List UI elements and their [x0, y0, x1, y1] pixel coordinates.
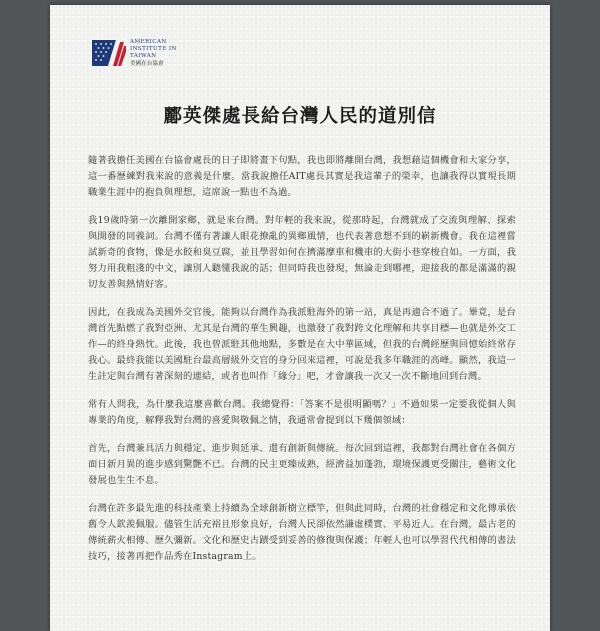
paragraph-3: 因此，在我成為美國外交官後，能夠以台灣作為我派駐海外的第一站，真是再適合不過了。畢竟，是台灣首先點燃了我對亞洲、尤其是台灣的華生興趣，也激發了我對跨文化理解和共享目標—也就是外交工作—的終身熱忱。此後，我也曾派駐其他地點，多數是在大中華區域，但我的台灣經歷與回憶始終常存我心。最終我能以美國駐台最高層級外交官的身分回來這裡，可說是我多年職涯的高峰。顯然，我這一生註定與台灣有著深刻的連結，或者也叫作「緣分」吧，才會讓我一次又一次不斷地回到台灣。 — [88, 307, 516, 382]
document-page — [50, 5, 550, 631]
flag-logo-icon — [92, 38, 126, 68]
letter-title: 酈英傑處長給台灣人民的道別信 — [163, 106, 437, 127]
paragraph-1: 隨著我擔任美國在台協會處長的日子即將畫下句點，我也即將離開台灣，我想藉這個機會和大家分享，這一番歷練對我來說的意義是什麼。當我說擔任AIT處長其實是我這輩子的榮幸，也讓我得以實現長期職業生涯中的抱負與理想，這席說一點也不為過。 — [88, 155, 516, 198]
logo-line-2: INSTITUTE IN — [130, 46, 177, 52]
paragraph-2: 我19歲時第一次離開家鄉，就是來台灣。對年輕的我來說，從那時起，台灣就成了交流與理解、探索與開發的同義詞。台灣不僅有著讓人眼花撩亂的異鄉風情，也代表著意想不到的嶄新機會。我在這裡嘗試新奇的食物，像是水餃和臭豆腐，並且學習如何在擠滿摩車和機車的大街小巷穿梭自如。一方面，我努力用我粗淺的中文，讓別人聽懂我說的話；但同時我也發現，無論走到哪裡，迎接我的都是滿滿的親切友善與熱情好客。 — [88, 215, 516, 290]
paragraph-6: 台灣在許多最先進的科技產業上持續為全球創新樹立標竿，但與此同時，台灣的社會穩定和文化傳承依舊令人欽羨佩服。儘管生活充裕且形象良好，台灣人民卻依然謙虛樸實、平易近人。在台灣，最古老的傳統薪火相傳、歷久彌新。文化和歷史古蹟受到妥善的修復與保護；年輕人也可以學習代代相傳的書法技巧，接著再把作品秀在Instagram上。 — [88, 503, 516, 562]
ait-logo — [92, 38, 177, 68]
logo-chinese: 美國在台協會 — [130, 61, 164, 67]
paragraph-5: 首先，台灣兼具活力與穩定、進步與延承、還有創新與傳統。每次回到這裡，我都對台灣社會在各個方面日新月異的進步感到驚艷不已。台灣的民主更臻成熟，經濟益加蓬勃，環境保護更受關注，藝術文化發展也生生不息。 — [88, 443, 516, 486]
logo-line-3: TAIWAN — [130, 53, 157, 59]
letter-body — [88, 153, 516, 577]
paragraph-4: 常有人問我，為什麼我這麼喜歡台灣。我總覺得：「答案不是很明顯嗎？」不過如果一定要我從個人與專業的角度，解釋我對台灣的喜愛與敬佩之情，我通常會提到以下幾個領域： — [88, 399, 516, 426]
logo-line-1: AMERICAN — [130, 39, 167, 45]
